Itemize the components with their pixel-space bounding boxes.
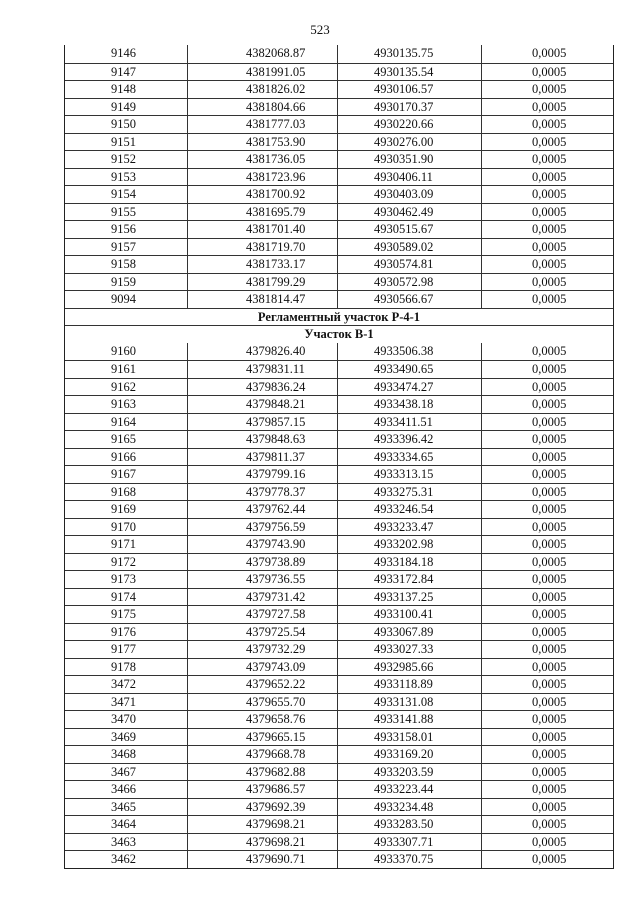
x-coordinate-cell: 4379743.90 bbox=[187, 536, 337, 553]
x-coordinate-cell: 4379655.70 bbox=[187, 694, 337, 711]
y-coordinate-cell: 4933169.20 bbox=[337, 746, 481, 763]
y-coordinate-cell: 4930566.67 bbox=[337, 291, 481, 308]
y-coordinate-cell: 4932985.66 bbox=[337, 659, 481, 676]
x-coordinate-cell: 4379836.24 bbox=[187, 379, 337, 396]
accuracy-cell: 0,0005 bbox=[481, 239, 613, 256]
y-coordinate-cell: 4933275.31 bbox=[337, 484, 481, 501]
x-coordinate-cell: 4379652.22 bbox=[187, 676, 337, 693]
x-coordinate-cell: 4379725.54 bbox=[187, 624, 337, 641]
y-coordinate-cell: 4933234.48 bbox=[337, 799, 481, 816]
accuracy-cell: 0,0005 bbox=[481, 204, 613, 221]
table-row bbox=[65, 623, 613, 641]
x-coordinate-cell: 4379690.71 bbox=[187, 851, 337, 868]
point-number-cell: 9158 bbox=[111, 257, 136, 271]
point-number-cell: 9156 bbox=[111, 222, 136, 236]
y-coordinate-cell: 4933490.65 bbox=[337, 361, 481, 378]
table-row bbox=[65, 413, 613, 431]
y-coordinate-cell: 4933246.54 bbox=[337, 501, 481, 518]
point-number-cell: 9173 bbox=[111, 572, 136, 586]
x-coordinate-cell: 4381719.70 bbox=[187, 239, 337, 256]
table-row bbox=[65, 763, 613, 781]
accuracy-cell: 0,0005 bbox=[481, 291, 613, 308]
y-coordinate-cell: 4930574.81 bbox=[337, 256, 481, 273]
point-number-cell: 3462 bbox=[111, 852, 136, 866]
table-row bbox=[65, 483, 613, 501]
point-number-cell: 3463 bbox=[111, 834, 136, 849]
point-number-cell: 9149 bbox=[111, 99, 136, 114]
table-row bbox=[65, 98, 613, 116]
accuracy-cell: 0,0005 bbox=[481, 81, 613, 98]
x-coordinate-cell: 4381723.96 bbox=[187, 169, 337, 186]
y-coordinate-cell: 4933141.88 bbox=[337, 711, 481, 728]
table-row bbox=[65, 465, 613, 483]
point-number-cell: 3468 bbox=[111, 747, 136, 761]
subsection-title: Участок В-1 bbox=[304, 327, 374, 341]
y-coordinate-cell: 4933202.98 bbox=[337, 536, 481, 553]
table-row bbox=[65, 360, 613, 378]
y-coordinate-cell: 4930403.09 bbox=[337, 186, 481, 203]
point-number-cell: 9172 bbox=[111, 554, 136, 569]
x-coordinate-cell: 4379848.21 bbox=[187, 396, 337, 413]
y-coordinate-cell: 4933474.27 bbox=[337, 379, 481, 396]
table-row bbox=[65, 150, 613, 168]
x-coordinate-cell: 4381777.03 bbox=[187, 116, 337, 133]
point-number-cell: 3465 bbox=[111, 799, 136, 814]
accuracy-cell: 0,0005 bbox=[481, 414, 613, 431]
table-row bbox=[65, 605, 613, 623]
table-row bbox=[65, 115, 613, 133]
point-number-cell: 3467 bbox=[111, 764, 136, 779]
point-number-cell: 3466 bbox=[111, 782, 136, 796]
table-row bbox=[65, 255, 613, 273]
y-coordinate-cell: 4933118.89 bbox=[337, 676, 481, 693]
y-coordinate-cell: 4930406.11 bbox=[337, 169, 481, 186]
x-coordinate-cell: 4379738.89 bbox=[187, 554, 337, 571]
table-row bbox=[65, 745, 613, 763]
table-row bbox=[65, 378, 613, 396]
table-row bbox=[65, 185, 613, 203]
point-number-cell: 9153 bbox=[111, 169, 136, 184]
point-number-cell: 3470 bbox=[111, 712, 136, 726]
y-coordinate-cell: 4933067.89 bbox=[337, 624, 481, 641]
y-coordinate-cell: 4933027.33 bbox=[337, 641, 481, 658]
table-row bbox=[65, 273, 613, 291]
page-number: 523 bbox=[310, 22, 330, 37]
point-number-cell: 9167 bbox=[111, 467, 136, 481]
x-coordinate-cell: 4379799.16 bbox=[187, 466, 337, 483]
accuracy-cell: 0,0005 bbox=[481, 99, 613, 116]
y-coordinate-cell: 4933172.84 bbox=[337, 571, 481, 588]
point-number-cell: 3469 bbox=[111, 729, 136, 744]
x-coordinate-cell: 4379698.21 bbox=[187, 834, 337, 851]
accuracy-cell: 0,0005 bbox=[481, 361, 613, 378]
point-number-cell: 9170 bbox=[111, 519, 136, 534]
accuracy-cell: 0,0005 bbox=[481, 641, 613, 658]
table-row bbox=[65, 728, 613, 746]
table-row bbox=[65, 133, 613, 151]
subsection-header-row bbox=[65, 325, 613, 343]
point-number-cell: 9164 bbox=[111, 414, 136, 429]
table-row bbox=[65, 203, 613, 221]
table-row bbox=[65, 675, 613, 693]
table-row bbox=[65, 80, 613, 98]
point-number-cell: 9178 bbox=[111, 659, 136, 674]
y-coordinate-cell: 4930276.00 bbox=[337, 134, 481, 151]
table-row bbox=[65, 798, 613, 816]
table-row bbox=[65, 343, 613, 361]
accuracy-cell: 0,0005 bbox=[481, 379, 613, 396]
table-row bbox=[65, 588, 613, 606]
y-coordinate-cell: 4930515.67 bbox=[337, 221, 481, 238]
point-number-cell: 9151 bbox=[111, 134, 136, 149]
point-number-cell: 9094 bbox=[111, 292, 136, 306]
y-coordinate-cell: 4933334.65 bbox=[337, 449, 481, 466]
table-row bbox=[65, 45, 613, 63]
table-row bbox=[65, 395, 613, 413]
accuracy-cell: 0,0005 bbox=[481, 396, 613, 413]
table-body-top bbox=[65, 45, 613, 308]
x-coordinate-cell: 4381736.05 bbox=[187, 151, 337, 168]
x-coordinate-cell: 4381733.17 bbox=[187, 256, 337, 273]
section-title: Регламентный участок Р-4-1 bbox=[257, 309, 421, 324]
table-body-bottom bbox=[65, 343, 613, 868]
y-coordinate-cell: 4933233.47 bbox=[337, 519, 481, 536]
point-number-cell: 9147 bbox=[111, 64, 136, 79]
x-coordinate-cell: 4379686.57 bbox=[187, 781, 337, 798]
y-coordinate-cell: 4933313.15 bbox=[337, 466, 481, 483]
y-coordinate-cell: 4933158.01 bbox=[337, 729, 481, 746]
accuracy-cell: 0,0005 bbox=[481, 589, 613, 606]
x-coordinate-cell: 4381695.79 bbox=[187, 204, 337, 221]
point-number-cell: 9169 bbox=[111, 502, 136, 516]
table-row bbox=[65, 290, 613, 308]
x-coordinate-cell: 4379811.37 bbox=[187, 449, 337, 466]
section-header-row bbox=[65, 308, 613, 326]
x-coordinate-cell: 4379665.15 bbox=[187, 729, 337, 746]
table-row bbox=[65, 833, 613, 851]
point-number-cell: 9165 bbox=[111, 432, 136, 446]
y-coordinate-cell: 4930589.02 bbox=[337, 239, 481, 256]
point-number-cell: 9160 bbox=[111, 343, 136, 358]
table-row bbox=[65, 518, 613, 536]
point-number-cell: 9174 bbox=[111, 589, 136, 604]
accuracy-cell: 0,0005 bbox=[481, 343, 613, 361]
accuracy-cell: 0,0005 bbox=[481, 256, 613, 273]
y-coordinate-cell: 4933411.51 bbox=[337, 414, 481, 431]
accuracy-cell: 0,0005 bbox=[481, 134, 613, 151]
accuracy-cell: 0,0005 bbox=[481, 624, 613, 641]
x-coordinate-cell: 4379831.11 bbox=[187, 361, 337, 378]
accuracy-cell: 0,0005 bbox=[481, 554, 613, 571]
y-coordinate-cell: 4933307.71 bbox=[337, 834, 481, 851]
table-row bbox=[65, 570, 613, 588]
point-number-cell: 9171 bbox=[111, 537, 136, 551]
y-coordinate-cell: 4933283.50 bbox=[337, 816, 481, 833]
x-coordinate-cell: 4379682.88 bbox=[187, 764, 337, 781]
point-number-cell: 9176 bbox=[111, 624, 136, 639]
point-number-cell: 9146 bbox=[111, 46, 136, 60]
y-coordinate-cell: 4933100.41 bbox=[337, 606, 481, 623]
accuracy-cell: 0,0005 bbox=[481, 676, 613, 693]
coordinates-table bbox=[64, 45, 614, 869]
table-row bbox=[65, 850, 613, 868]
x-coordinate-cell: 4379731.42 bbox=[187, 589, 337, 606]
accuracy-cell: 0,0005 bbox=[481, 169, 613, 186]
table-row bbox=[65, 553, 613, 571]
accuracy-cell: 0,0005 bbox=[481, 519, 613, 536]
x-coordinate-cell: 4381826.02 bbox=[187, 81, 337, 98]
accuracy-cell: 0,0005 bbox=[481, 431, 613, 448]
accuracy-cell: 0,0005 bbox=[481, 151, 613, 168]
accuracy-cell: 0,0005 bbox=[481, 221, 613, 238]
accuracy-cell: 0,0005 bbox=[481, 536, 613, 553]
point-number-cell: 9155 bbox=[111, 204, 136, 219]
table-row bbox=[65, 640, 613, 658]
accuracy-cell: 0,0005 bbox=[481, 834, 613, 851]
y-coordinate-cell: 4930170.37 bbox=[337, 99, 481, 116]
x-coordinate-cell: 4379727.58 bbox=[187, 606, 337, 623]
y-coordinate-cell: 4933137.25 bbox=[337, 589, 481, 606]
point-number-cell: 9163 bbox=[111, 397, 136, 411]
accuracy-cell: 0,0005 bbox=[481, 45, 613, 63]
x-coordinate-cell: 4379692.39 bbox=[187, 799, 337, 816]
accuracy-cell: 0,0005 bbox=[481, 659, 613, 676]
table-row bbox=[65, 430, 613, 448]
x-coordinate-cell: 4381701.40 bbox=[187, 221, 337, 238]
x-coordinate-cell: 4379857.15 bbox=[187, 414, 337, 431]
accuracy-cell: 0,0005 bbox=[481, 799, 613, 816]
y-coordinate-cell: 4930220.66 bbox=[337, 116, 481, 133]
accuracy-cell: 0,0005 bbox=[481, 571, 613, 588]
accuracy-cell: 0,0005 bbox=[481, 816, 613, 833]
x-coordinate-cell: 4381799.29 bbox=[187, 274, 337, 291]
accuracy-cell: 0,0005 bbox=[481, 694, 613, 711]
y-coordinate-cell: 4930572.98 bbox=[337, 274, 481, 291]
y-coordinate-cell: 4933370.75 bbox=[337, 851, 481, 868]
accuracy-cell: 0,0005 bbox=[481, 729, 613, 746]
x-coordinate-cell: 4379736.55 bbox=[187, 571, 337, 588]
x-coordinate-cell: 4381814.47 bbox=[187, 291, 337, 308]
accuracy-cell: 0,0005 bbox=[481, 711, 613, 728]
x-coordinate-cell: 4379762.44 bbox=[187, 501, 337, 518]
x-coordinate-cell: 4381700.92 bbox=[187, 186, 337, 203]
table-row bbox=[65, 693, 613, 711]
point-number-cell: 3472 bbox=[111, 677, 136, 691]
table-row bbox=[65, 658, 613, 676]
x-coordinate-cell: 4379743.09 bbox=[187, 659, 337, 676]
point-number-cell: 9148 bbox=[111, 82, 136, 96]
point-number-cell: 3464 bbox=[111, 817, 136, 831]
table-row bbox=[65, 63, 613, 81]
table-row bbox=[65, 780, 613, 798]
x-coordinate-cell: 4379756.59 bbox=[187, 519, 337, 536]
accuracy-cell: 0,0005 bbox=[481, 116, 613, 133]
accuracy-cell: 0,0005 bbox=[481, 764, 613, 781]
accuracy-cell: 0,0005 bbox=[481, 484, 613, 501]
accuracy-cell: 0,0005 bbox=[481, 851, 613, 868]
point-number-cell: 9161 bbox=[111, 362, 136, 376]
x-coordinate-cell: 4379826.40 bbox=[187, 343, 337, 361]
y-coordinate-cell: 4930351.90 bbox=[337, 151, 481, 168]
y-coordinate-cell: 4933184.18 bbox=[337, 554, 481, 571]
table-row bbox=[65, 710, 613, 728]
y-coordinate-cell: 4933203.59 bbox=[337, 764, 481, 781]
point-number-cell: 3471 bbox=[111, 694, 136, 709]
point-number-cell: 9157 bbox=[111, 239, 136, 254]
table-row bbox=[65, 238, 613, 256]
y-coordinate-cell: 4930462.49 bbox=[337, 204, 481, 221]
accuracy-cell: 0,0005 bbox=[481, 274, 613, 291]
table-row bbox=[65, 168, 613, 186]
table-row bbox=[65, 500, 613, 518]
accuracy-cell: 0,0005 bbox=[481, 746, 613, 763]
y-coordinate-cell: 4933131.08 bbox=[337, 694, 481, 711]
point-number-cell: 9159 bbox=[111, 274, 136, 289]
x-coordinate-cell: 4379668.78 bbox=[187, 746, 337, 763]
table-row bbox=[65, 815, 613, 833]
table-row bbox=[65, 535, 613, 553]
y-coordinate-cell: 4933223.44 bbox=[337, 781, 481, 798]
point-number-cell: 9152 bbox=[111, 152, 136, 166]
y-coordinate-cell: 4933396.42 bbox=[337, 431, 481, 448]
accuracy-cell: 0,0005 bbox=[481, 606, 613, 623]
x-coordinate-cell: 4381753.90 bbox=[187, 134, 337, 151]
point-number-cell: 9162 bbox=[111, 379, 136, 394]
x-coordinate-cell: 4379698.21 bbox=[187, 816, 337, 833]
point-number-cell: 9168 bbox=[111, 484, 136, 499]
x-coordinate-cell: 4382068.87 bbox=[187, 45, 337, 63]
accuracy-cell: 0,0005 bbox=[481, 466, 613, 483]
y-coordinate-cell: 4933438.18 bbox=[337, 396, 481, 413]
point-number-cell: 9150 bbox=[111, 117, 136, 131]
accuracy-cell: 0,0005 bbox=[481, 501, 613, 518]
y-coordinate-cell: 4930106.57 bbox=[337, 81, 481, 98]
accuracy-cell: 0,0005 bbox=[481, 781, 613, 798]
point-number-cell: 9166 bbox=[111, 449, 136, 464]
y-coordinate-cell: 4930135.75 bbox=[337, 45, 481, 63]
table-row bbox=[65, 220, 613, 238]
y-coordinate-cell: 4930135.54 bbox=[337, 64, 481, 81]
accuracy-cell: 0,0005 bbox=[481, 64, 613, 81]
x-coordinate-cell: 4379848.63 bbox=[187, 431, 337, 448]
x-coordinate-cell: 4381991.05 bbox=[187, 64, 337, 81]
x-coordinate-cell: 4379732.29 bbox=[187, 641, 337, 658]
accuracy-cell: 0,0005 bbox=[481, 449, 613, 466]
y-coordinate-cell: 4933506.38 bbox=[337, 343, 481, 361]
x-coordinate-cell: 4381804.66 bbox=[187, 99, 337, 116]
x-coordinate-cell: 4379658.76 bbox=[187, 711, 337, 728]
point-number-cell: 9175 bbox=[111, 607, 136, 621]
point-number-cell: 9154 bbox=[111, 187, 136, 201]
point-number-cell: 9177 bbox=[111, 642, 136, 656]
table-row bbox=[65, 448, 613, 466]
accuracy-cell: 0,0005 bbox=[481, 186, 613, 203]
x-coordinate-cell: 4379778.37 bbox=[187, 484, 337, 501]
